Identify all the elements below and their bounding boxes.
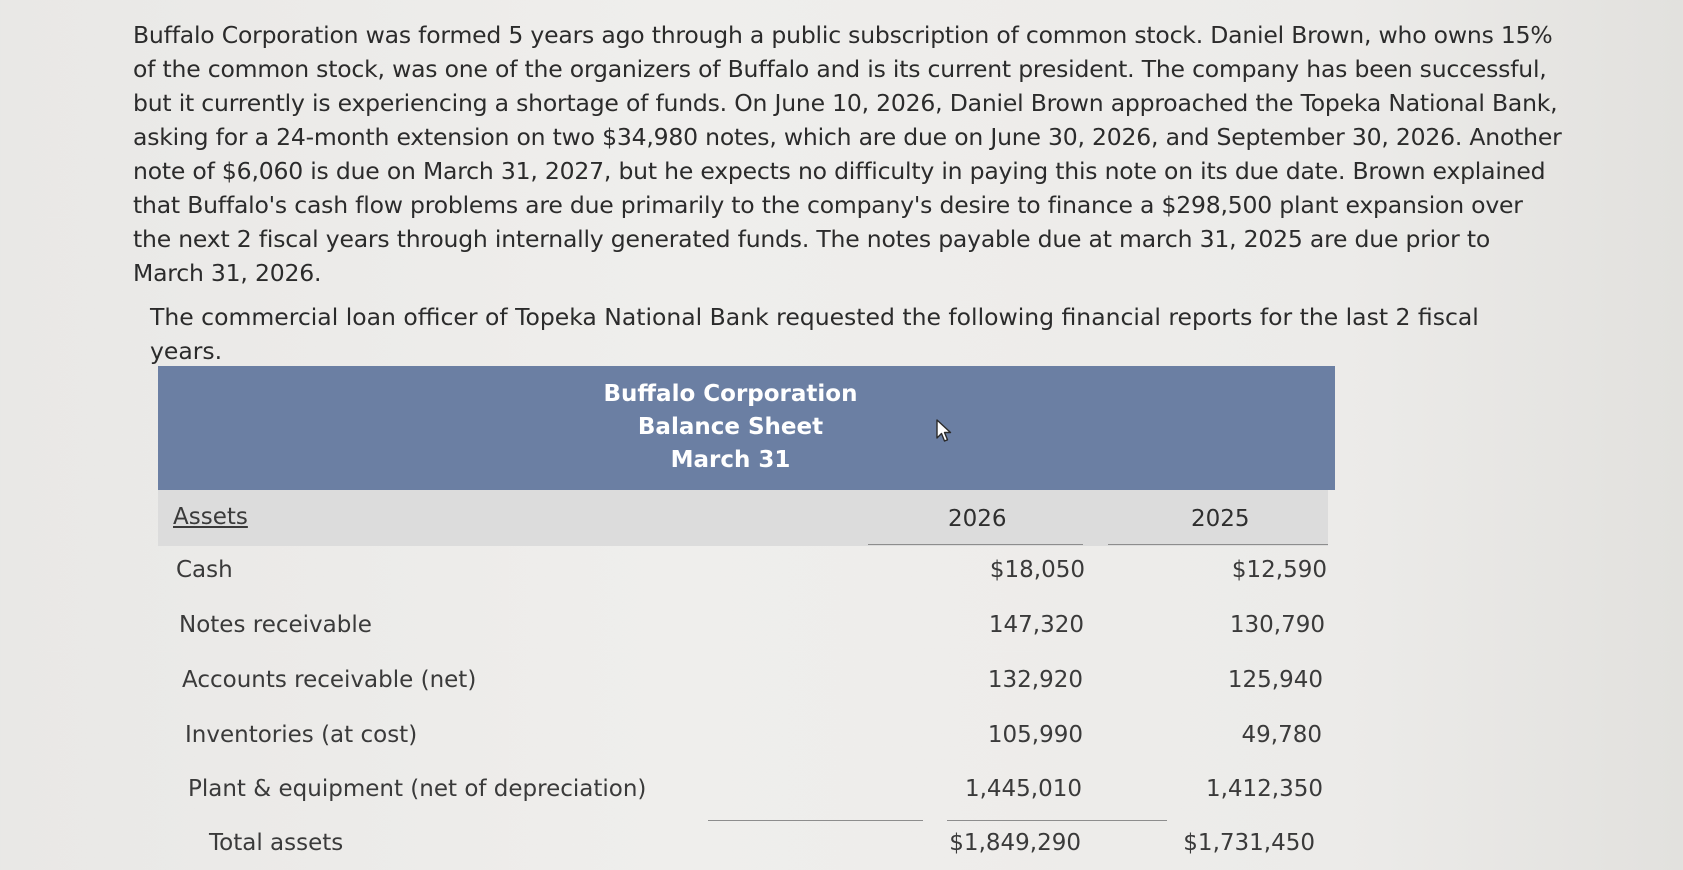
year-2026-header: 2026 — [948, 506, 1007, 532]
assets-section-label: Assets — [173, 504, 248, 530]
row-label: Notes receivable — [179, 612, 372, 638]
row-value-2025: 49,780 — [1241, 722, 1322, 748]
year-2025-header: 2025 — [1191, 506, 1250, 532]
row-label: Plant & equipment (net of depreciation) — [188, 776, 647, 802]
row-value-2026: 132,920 — [987, 667, 1083, 693]
row-value-2025: 130,790 — [1229, 612, 1325, 638]
company-name: Buffalo Corporation — [603, 381, 858, 407]
table-row — [158, 667, 1335, 707]
row-value-2026: 1,445,010 — [964, 776, 1082, 802]
column-header-row — [158, 490, 1328, 546]
row-label: Inventories (at cost) — [185, 722, 418, 748]
total-2026-rule — [708, 820, 923, 821]
row-value-2026: $1,849,290 — [949, 830, 1081, 856]
row-value-2025: 1,412,350 — [1205, 776, 1323, 802]
row-value-2025: $12,590 — [1231, 557, 1327, 583]
row-value-2026: 147,320 — [988, 612, 1084, 638]
mouse-pointer-icon — [935, 418, 953, 444]
row-value-2025: $1,731,450 — [1183, 830, 1315, 856]
column-2025-underline — [1108, 544, 1328, 545]
balance-sheet-title-block — [558, 378, 903, 477]
statement-date: March 31 — [670, 447, 791, 473]
total-2025-rule — [947, 820, 1167, 821]
row-label: Accounts receivable (net) — [182, 667, 477, 693]
row-value-2025: 125,940 — [1227, 667, 1323, 693]
statement-name: Balance Sheet — [637, 414, 824, 440]
table-row — [158, 722, 1335, 762]
intro-paragraph: Buffalo Corporation was formed 5 years ago through a public subscription of common stock. Daniel Brown, who owns 15% of the common stock, was one of the organizers of Buffalo and is its current president. The company has been successful, but it currently is experiencing a shortage of funds. On June 10, 2026, Daniel Brown approached the Topeka National Bank, asking for a 24-month extension on two $34,980 notes, which are due on June 30, 2026, and September 30, 2026. Another note of $6,060 is due on March 31, 2027, but he expects no difficulty in paying this note on its due date. Brown explained that Buffalo's cash flow problems are due primarily to the company's desire to finance a $298,500 plant expansion over the next 2 fiscal years through internally generated funds. The notes payable due at march 31, 2025 are due prior to March 31, 2026. — [133, 21, 1562, 287]
problem-description — [133, 18, 1563, 290]
table-row — [158, 776, 1335, 816]
row-label: Total assets — [209, 830, 344, 856]
column-2026-underline — [868, 544, 1083, 545]
table-row — [158, 557, 1335, 597]
balance-sheet-table — [158, 366, 1335, 869]
row-value-2026: 105,990 — [987, 722, 1083, 748]
row-value-2026: $18,050 — [989, 557, 1085, 583]
row-label: Cash — [176, 557, 233, 583]
balance-sheet-header — [158, 366, 1335, 490]
request-sentence: The commercial loan officer of Topeka National Bank requested the following financial reports for the last 2 fiscal years. — [150, 303, 1479, 365]
table-row — [158, 612, 1335, 652]
table-row-total — [158, 830, 1335, 870]
